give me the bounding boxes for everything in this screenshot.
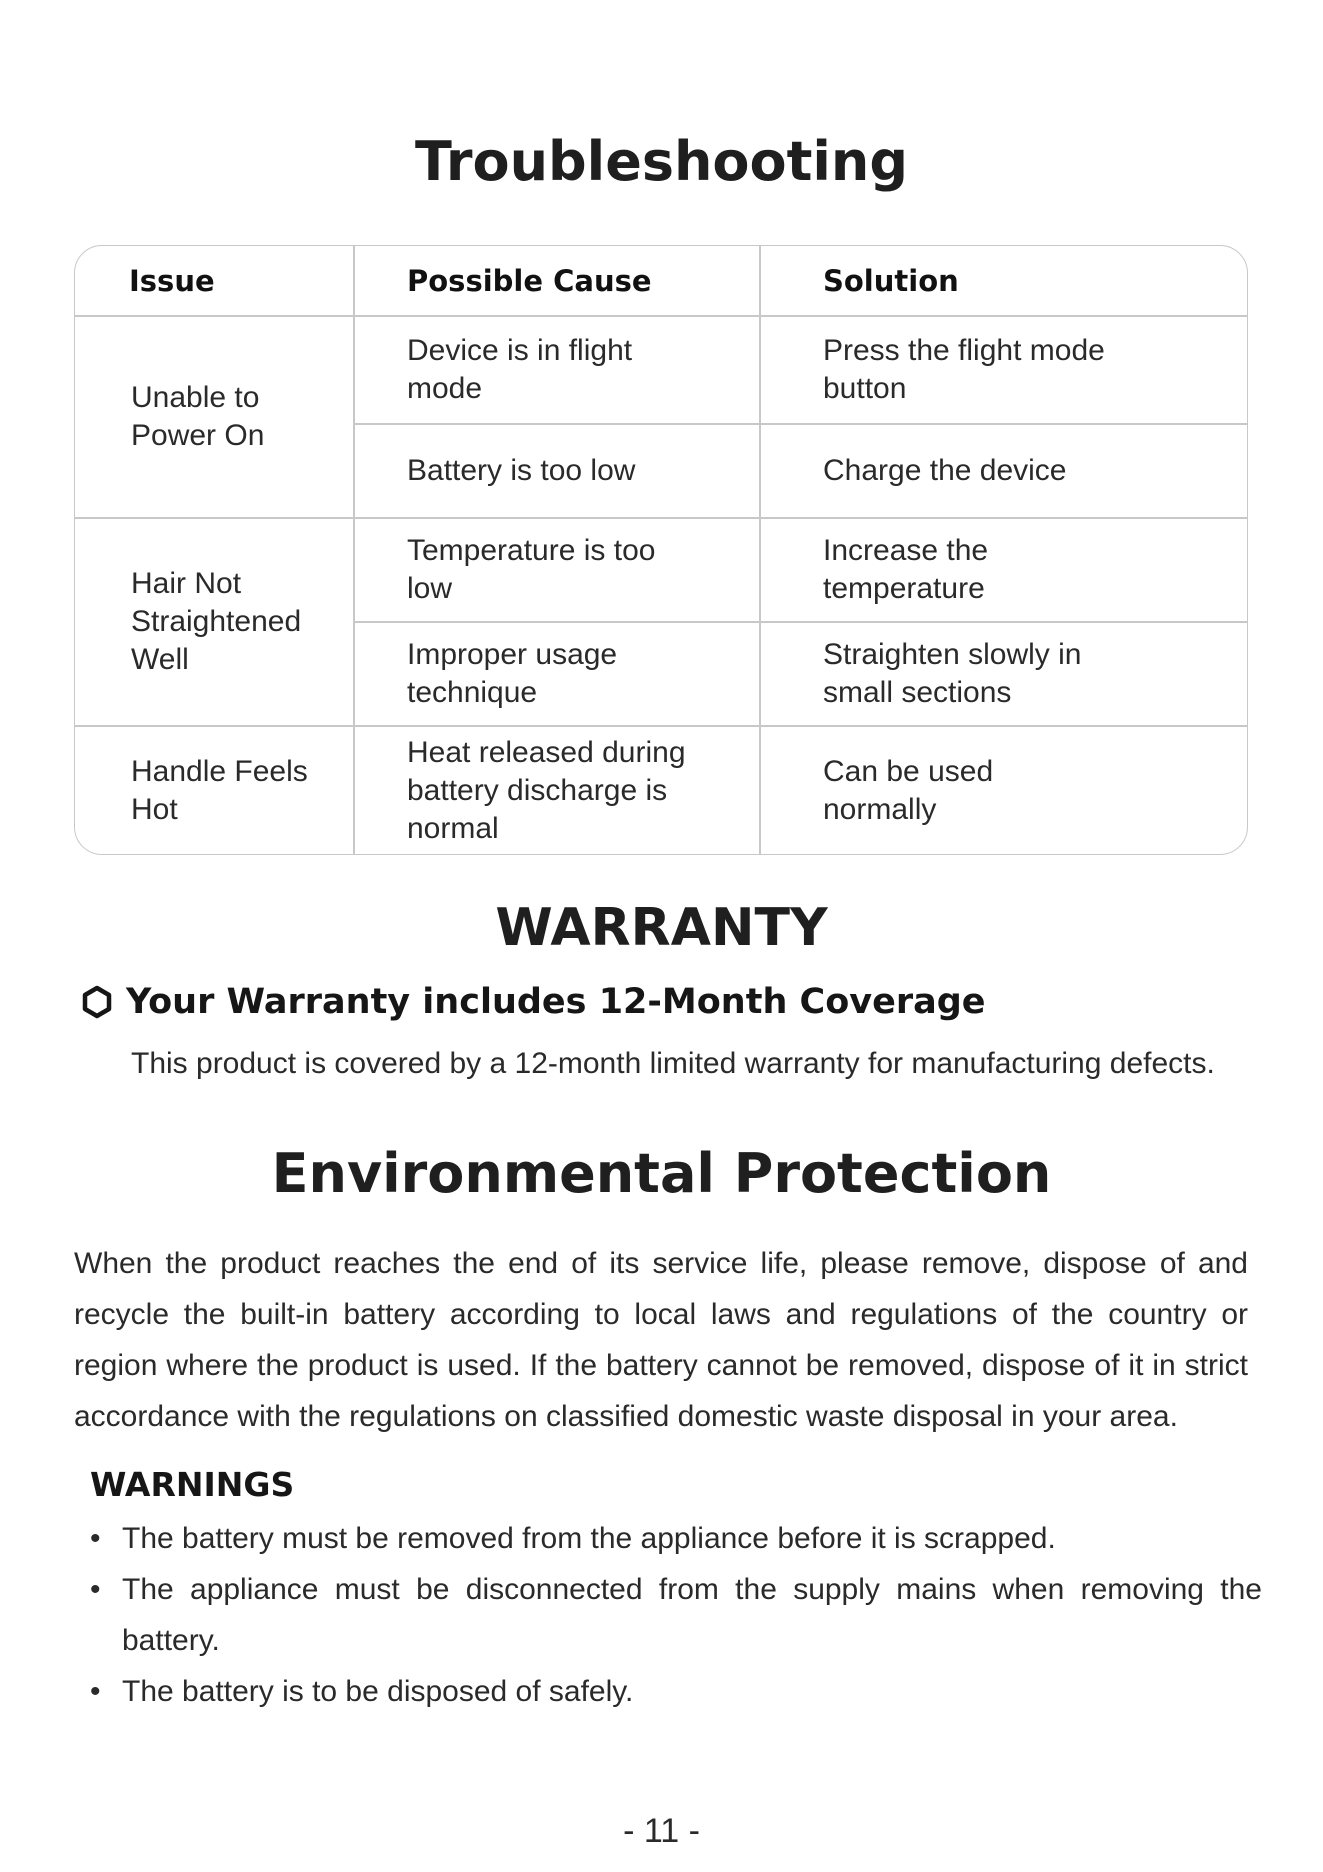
bullet-icon: •: [90, 1675, 101, 1708]
solution-cell: Charge the device: [823, 453, 1067, 487]
warnings-list: [90, 1513, 1262, 1717]
header-possible-cause: Possible Cause: [407, 263, 652, 298]
column-divider: [759, 246, 761, 854]
warning-item: • The appliance must be disconnected from the supply mains when removing the battery.: [90, 1564, 1262, 1666]
solution-cell: Increase the temperature: [823, 533, 989, 605]
bullet-icon: •: [90, 1573, 101, 1606]
solution-cell: Press the flight mode button: [823, 333, 1105, 405]
issue-cell: Unable to Power On: [131, 380, 265, 452]
troubleshooting-table: [74, 245, 1248, 855]
warnings-heading: WARNINGS: [90, 1465, 295, 1504]
cause-cell: Battery is too low: [407, 453, 636, 487]
solution-cell: Can be used normally: [823, 755, 994, 826]
column-divider: [353, 246, 355, 854]
issue-cell: Handle Feels Hot: [131, 755, 308, 826]
cause-cell: Temperature is too low: [407, 533, 656, 605]
issue-cell: Hair Not Straightened Well: [131, 566, 302, 676]
warranty-title: WARRANTY: [495, 898, 828, 958]
troubleshooting-title: Troubleshooting: [414, 130, 909, 193]
bullet-icon: •: [90, 1522, 101, 1555]
cause-cell: Heat released during battery discharge is normal: [407, 736, 686, 845]
header-solution: Solution: [823, 263, 959, 298]
warranty-coverage-heading: [80, 982, 986, 1022]
cause-cell: Device is in flight mode: [407, 333, 633, 405]
page-number: - 11 -: [623, 1812, 700, 1850]
warning-item: • The battery is to be disposed of safely.: [90, 1666, 1262, 1717]
header-issue: Issue: [129, 263, 215, 298]
coverage-description: This product is covered by a 12-month limited warranty for manufacturing defects.: [131, 1047, 1215, 1080]
environmental-paragraph: When the product reaches the end of its service life, please remove, dispose of and recycle the built-in battery according to local laws and regulations of the country or region where the product is used. If the battery cannot be removed, dispose of it in strict accordance with the regulations on classified domestic waste disposal in your area.: [74, 1247, 1248, 1433]
cause-cell: Improper usage technique: [407, 637, 618, 709]
environmental-title: Environmental Protection: [271, 1142, 1052, 1205]
solution-cell: Straighten slowly in small sections: [823, 637, 1082, 709]
warning-item: • The battery must be removed from the appliance before it is scrapped.: [90, 1513, 1262, 1564]
coverage-heading-text: Your Warranty includes 12-Month Coverage: [126, 982, 986, 1022]
hexagon-outline-icon: [80, 985, 114, 1019]
